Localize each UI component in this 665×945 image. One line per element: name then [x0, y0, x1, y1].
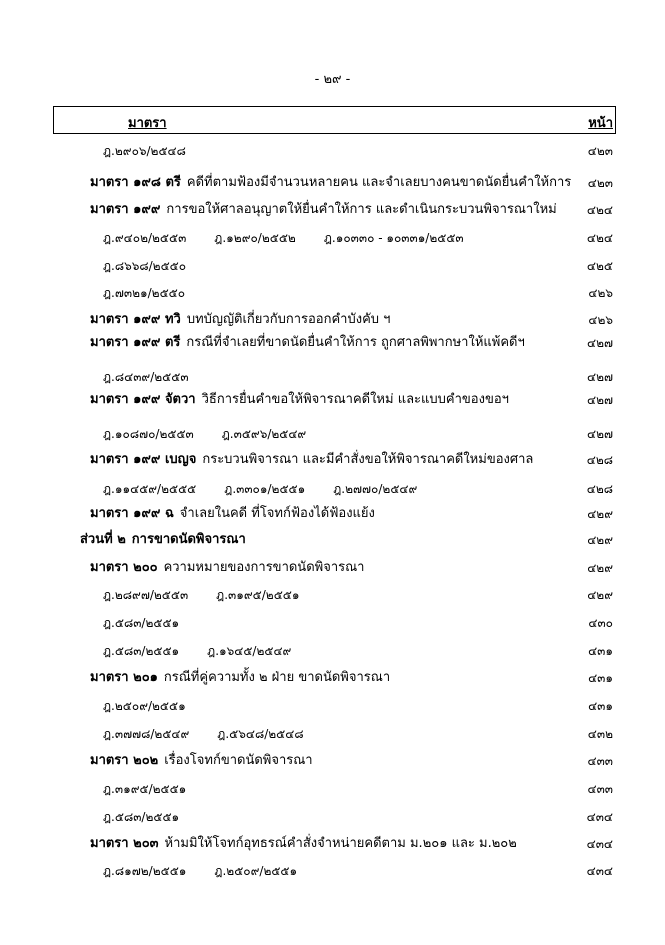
case-reference: ฎ.๕๘๓/๒๕๕๑: [103, 644, 180, 658]
entry-title: กรณีที่คู่ความทั้ง ๒ ฝ่าย ขาดนัดพิจารณา: [163, 670, 391, 685]
case-references: [103, 228, 492, 248]
page-ref: ๔๒๙: [587, 561, 613, 575]
case-references: [103, 424, 334, 444]
case-reference-row: [0, 141, 665, 161]
page-ref: ๔๒๓: [587, 144, 613, 158]
entry-title: กระบวนพิจารณา และมีคำสั่งขอให้พิจารณาคดีใหม่ของศาล: [202, 452, 534, 467]
entry-text: [80, 530, 246, 550]
case-references: [103, 479, 445, 499]
entry-label: มาตรา ๑๙๙ เบญจ: [90, 452, 197, 467]
case-references: [103, 696, 214, 716]
case-reference-row: [0, 861, 665, 881]
entry-text: [90, 834, 517, 854]
part-heading-row: [0, 530, 665, 550]
entry-title: จำเลยในคดี ที่โจทก์ฟ้องได้ฟ้องแย้ง: [179, 506, 375, 521]
page-ref: ๔๓๓: [587, 782, 613, 796]
entry-title: เรื่องโจทก์ขาดนัดพิจารณา: [164, 753, 313, 768]
page-ref: ๔๒๙: [587, 588, 613, 602]
case-reference: ฎ.๑๐๓๓๐ - ๑๐๓๓๑/๒๕๕๓: [323, 231, 464, 245]
entry-title: การขอให้ศาลอนุญาตให้ยื่นคำให้การ และดำเนินกระบวนพิจารณาใหม่: [166, 202, 557, 217]
case-reference-row: [0, 283, 665, 303]
entry-text: [90, 333, 525, 353]
case-references: [103, 807, 207, 827]
case-reference-row: [0, 228, 665, 248]
page-ref: ๔๓๑: [588, 644, 613, 658]
entry-title: คดีที่ตามฟ้องมีจำนวนหลายคน และจำเลยบางคนขาดนัดยื่นคำให้การ: [186, 175, 572, 190]
page-ref: ๔๒๗: [586, 336, 613, 350]
entry-label: มาตรา ๒๐๑: [90, 670, 158, 685]
case-reference: ฎ.๑๐๘๗๐/๒๕๕๓: [103, 427, 194, 441]
page-ref: ๔๒๙: [587, 507, 613, 521]
section-row: [0, 668, 665, 688]
section-row: [0, 173, 665, 193]
case-references: [103, 585, 327, 605]
entry-title: บทบัญญัติเกี่ยวกับการออกคำบังคับ ฯ: [186, 312, 391, 327]
entry-label: มาตรา ๒๐๒: [90, 753, 159, 768]
entry-title: วิธีการยื่นคำขอให้พิจารณาคดีใหม่ และแบบคำของขอฯ: [201, 392, 509, 407]
section-row: [0, 504, 665, 524]
entry-label: มาตรา ๒๐๐: [90, 560, 158, 575]
case-reference: ฎ.๓๑๙๕/๒๕๕๑: [103, 782, 187, 796]
entry-title: ความหมายของการขาดนัดพิจารณา: [163, 560, 365, 575]
case-reference-row: [0, 367, 665, 387]
entry-text: [90, 504, 375, 524]
case-references: [103, 779, 214, 799]
column-header-section: มาตรา: [128, 116, 167, 131]
case-reference: ฎ.๕๘๓/๒๕๕๑: [103, 810, 180, 824]
page-ref: ๔๓๔: [586, 864, 613, 878]
entry-text: [90, 450, 533, 470]
case-reference: ฎ.๕๖๔๘/๒๕๔๘: [217, 727, 304, 741]
section-row: [0, 558, 665, 578]
case-references: [103, 724, 332, 744]
case-reference: ฎ.๓๕๙๖/๒๕๔๙: [221, 427, 307, 441]
case-reference-row: [0, 696, 665, 716]
entry-label: มาตรา ๑๙๙ ฉ: [90, 506, 174, 521]
section-row: [0, 390, 665, 410]
section-row: [0, 751, 665, 771]
case-reference-row: [0, 424, 665, 444]
entry-text: [90, 390, 509, 410]
case-references: [103, 861, 325, 881]
page-ref: ๔๓๔: [586, 837, 613, 851]
entry-text: [90, 310, 390, 330]
case-reference: ฎ.๒๗๗๐/๒๕๔๙: [333, 482, 418, 496]
entry-label: มาตรา ๑๙๙: [90, 202, 161, 217]
case-reference-row: [0, 479, 665, 499]
entry-text: [90, 173, 571, 193]
case-reference: ฎ.๘๖๖๘/๒๕๕๐: [103, 259, 187, 273]
page-ref: ๔๒๕: [586, 259, 613, 273]
case-reference: ฎ.๗๓๒๑/๒๕๕๐: [103, 286, 186, 300]
case-reference: ฎ.๒๕๐๙/๒๕๕๑: [103, 699, 186, 713]
case-reference-row: [0, 724, 665, 744]
case-reference-row: [0, 256, 665, 276]
case-reference-row: [0, 779, 665, 799]
entry-text: [90, 558, 364, 578]
page-ref: ๔๓๑: [588, 699, 613, 713]
entry-title: การขาดนัดพิจารณา: [131, 532, 246, 547]
case-reference: ฎ.๙๔๐๒/๒๕๕๓: [103, 231, 187, 245]
entry-label: ส่วนที่ ๒: [80, 532, 126, 547]
page-ref: ๔๒๘: [586, 453, 613, 467]
entry-label: มาตรา ๑๙๘ ตรี: [90, 175, 181, 190]
page-ref: ๔๓๓: [587, 754, 613, 768]
case-references: [103, 141, 214, 161]
page-ref: ๔๒๔: [586, 203, 613, 217]
page-ref: ๔๓๔: [586, 810, 613, 824]
case-reference-row: [0, 613, 665, 633]
entry-text: [90, 200, 557, 220]
entry-text: [90, 751, 313, 771]
case-reference: ฎ.๘๑๗๒/๒๕๕๑: [103, 864, 187, 878]
page-ref: ๔๓๑: [588, 671, 613, 685]
case-reference-row: [0, 585, 665, 605]
case-reference: ฎ.๑๒๙๐/๒๕๕๒: [214, 231, 296, 245]
entry-title: กรณีที่จำเลยที่ขาดนัดยื่นคำให้การ ถูกศาลพิพากษาให้แพ้คดีฯ: [186, 335, 525, 350]
case-reference: ฎ.๓๗๗๘/๒๕๔๙: [103, 727, 190, 741]
case-reference-row: [0, 641, 665, 661]
case-references: [103, 641, 319, 661]
column-header-page: หน้า: [588, 116, 613, 131]
page-ref: ๔๓๒: [587, 727, 613, 741]
section-row: [0, 333, 665, 353]
case-references: [103, 256, 214, 276]
case-reference: ฎ.๓๑๙๕/๒๕๕๑: [216, 588, 300, 602]
case-reference: ฎ.๒๘๙๗/๒๕๕๓: [103, 588, 189, 602]
page-ref: ๔๒๙: [587, 533, 613, 547]
case-reference-row: [0, 807, 665, 827]
case-references: [103, 613, 207, 633]
entry-label: มาตรา ๑๙๙ จัตวา: [90, 392, 196, 407]
case-reference: ฎ.๑๑๔๕๙/๒๕๕๕: [103, 482, 197, 496]
entry-label: มาตรา ๑๙๙ ตรี: [90, 335, 181, 350]
page-ref: ๔๓๐: [588, 616, 613, 630]
page-ref: ๔๒๖: [588, 313, 613, 327]
case-reference: ฎ.๓๓๐๑/๒๕๕๑: [224, 482, 306, 496]
case-reference: ฎ.๕๘๓/๒๕๕๑: [103, 616, 180, 630]
page-ref: ๔๒๘: [586, 482, 613, 496]
entry-title: ห้ามมิให้โจทก์อุทธรณ์คำสั่งจำหน่ายคดีตาม ม.๒๐๑ และ ม.๒๐๒: [164, 836, 517, 851]
page-ref: ๔๒๓: [587, 176, 613, 190]
case-references: [103, 283, 213, 303]
case-reference: ฎ.๘๔๓๙/๒๕๕๓: [103, 370, 189, 384]
page-ref: ๔๒๔: [586, 231, 613, 245]
page-ref: ๔๒๗: [586, 370, 613, 384]
entry-text: [90, 668, 390, 688]
case-reference: ฎ.๑๖๔๕/๒๕๔๙: [207, 644, 292, 658]
section-row: [0, 450, 665, 470]
case-reference: ฎ.๒๕๐๙/๒๕๕๑: [214, 864, 298, 878]
page-number: - ๒๙ -: [314, 72, 351, 87]
section-row: [0, 834, 665, 854]
case-references: [103, 367, 217, 387]
section-row: [0, 310, 665, 330]
entry-label: มาตรา ๑๙๙ ทวิ: [90, 312, 181, 327]
case-reference: ฎ.๒๙๐๖/๒๕๔๘: [103, 144, 186, 158]
page-ref: ๔๒๗: [586, 393, 613, 407]
page-ref: ๔๒๖: [588, 286, 613, 300]
page-ref: ๔๒๗: [586, 427, 613, 441]
section-row: [0, 200, 665, 220]
entry-label: มาตรา ๒๐๓: [90, 836, 159, 851]
